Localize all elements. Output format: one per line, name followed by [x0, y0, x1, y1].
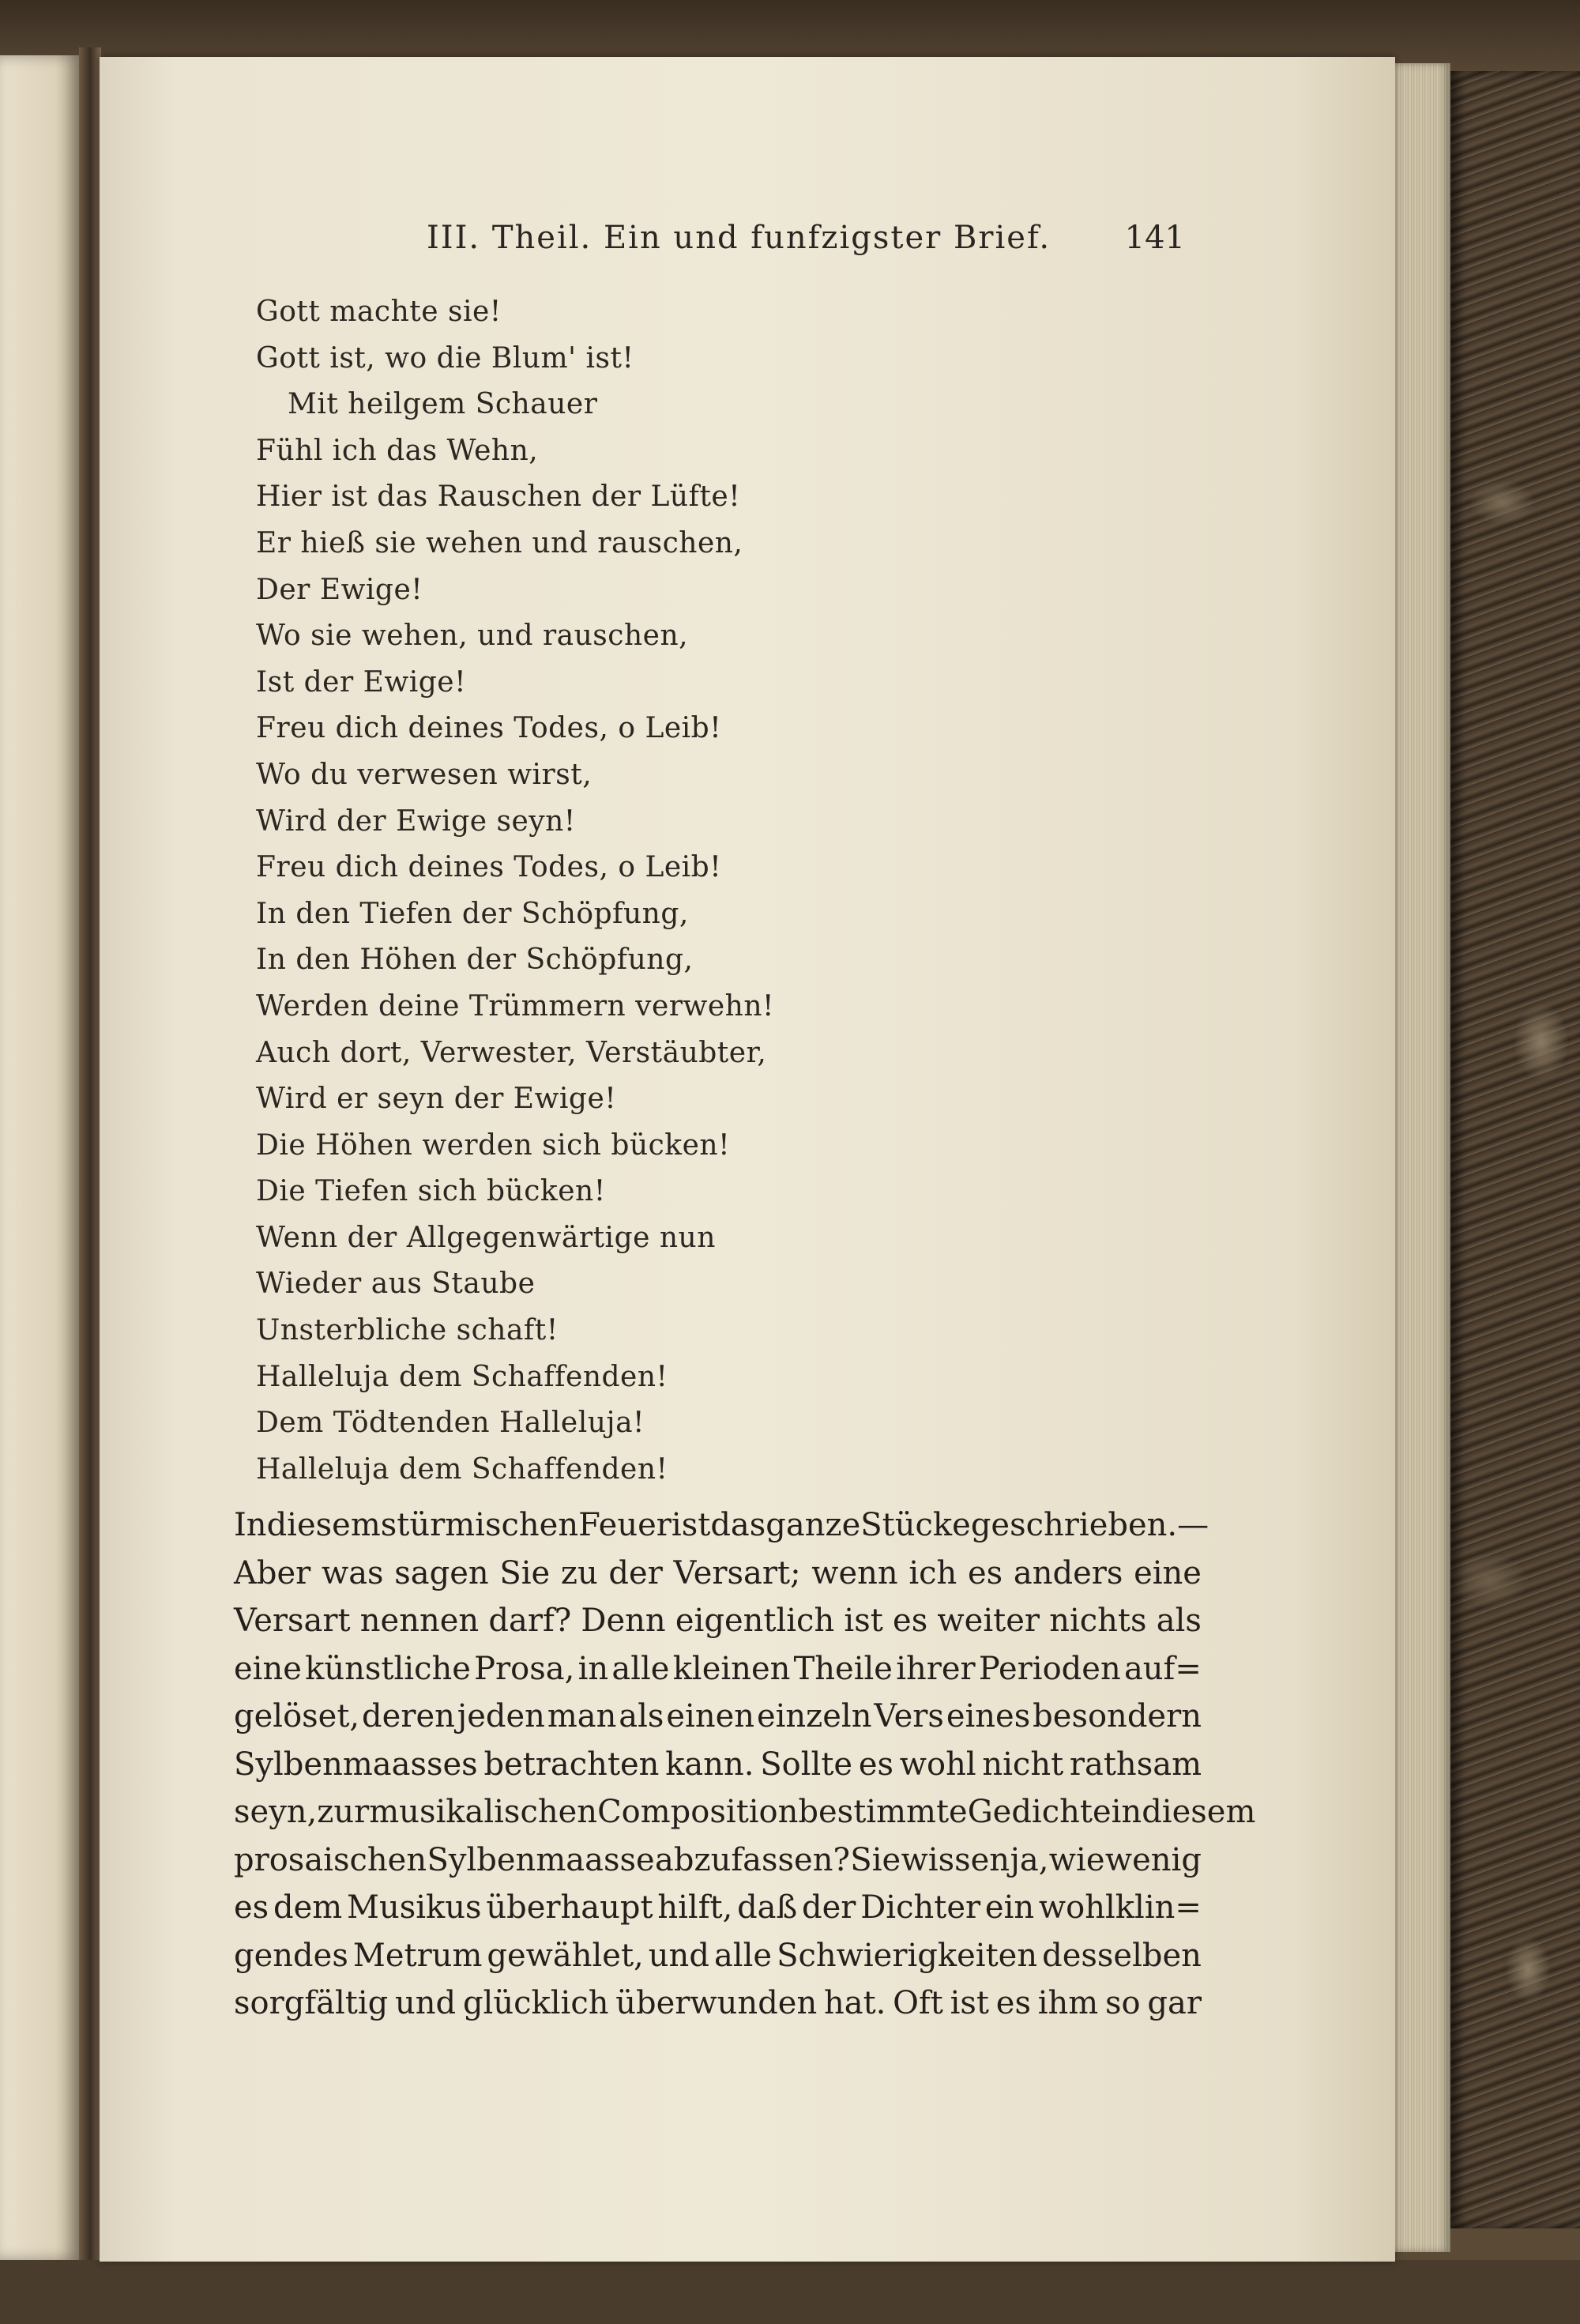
verse-line: Gott ist, wo die Blum' ist!	[256, 341, 634, 375]
prose-paragraph	[234, 1501, 1256, 2028]
verse-line: Gott machte sie!	[256, 296, 502, 328]
scan-background-bottom	[0, 2260, 1580, 2324]
prose-line: eine künstliche Prosa, in alle kleinen Theile ihrer Perioden auf=	[234, 1650, 1202, 1687]
header-title: III. Theil. Ein und funfzigster Brief.	[427, 220, 1051, 256]
verse-line: Fühl ich das Wehn,	[256, 434, 539, 467]
running-header	[427, 220, 1185, 259]
verse-line: Wo du verwesen wirst,	[256, 758, 592, 791]
verse-line: Auch dort, Verwester, Verstäubter,	[256, 1036, 767, 1069]
verse-line: Mit heilgem Schauer	[288, 388, 598, 421]
prose-line: In diesem stürmischen Feuer ist das ganze Stücke geschrieben. —	[234, 1507, 1209, 1543]
marbled-cover	[1450, 71, 1580, 2228]
verse-line: Dem Tödtenden Halleluja!	[256, 1407, 645, 1440]
prose-line: seyn, zur musikalischen Composition bestimmte Gedichte in diesem	[234, 1794, 1256, 1830]
verse-line: Wenn der Allgegenwärtige nun	[256, 1221, 716, 1254]
book-gutter	[79, 47, 101, 2268]
verse-line: Wird der Ewige seyn!	[256, 804, 576, 838]
verse-line: Ist der Ewige!	[256, 665, 467, 699]
verse-line: Die Höhen werden sich bücken!	[256, 1128, 731, 1162]
verse-line: Hier ist das Rauschen der Lüfte!	[256, 480, 741, 514]
verse-line: Wird er seyn der Ewige!	[256, 1083, 617, 1116]
prose-line: gendes Metrum gewählet, und alle Schwierigkeiten desselben	[234, 1937, 1202, 1974]
page-number: 141	[1124, 220, 1185, 256]
verse-line: In den Tiefen der Schöpfung,	[256, 897, 689, 930]
previous-page-edge	[0, 55, 79, 2260]
prose-line: Aber was sagen Sie zu der Versart; wenn ich es anders eine	[234, 1554, 1202, 1591]
prose-line: Versart nennen darf? Denn eigentlich ist es weiter nichts als	[234, 1603, 1202, 1639]
verse-line: Halleluja dem Schaffenden!	[256, 1452, 668, 1486]
verse-line: Der Ewige!	[256, 573, 423, 606]
verse-line: Die Tiefen sich bücken!	[256, 1175, 606, 1208]
prose-line: es dem Musikus überhaupt hilft, daß der Dichter ein wohlklin=	[234, 1889, 1202, 1926]
verse-line: Freu dich deines Todes, o Leib!	[256, 712, 722, 745]
verse-line: Werden deine Trümmern verwehn!	[256, 989, 774, 1023]
verse-line: In den Höhen der Schöpfung,	[256, 944, 694, 977]
verse-line: Wieder aus Staube	[256, 1267, 536, 1301]
verse-line: Freu dich deines Todes, o Leib!	[256, 851, 722, 884]
verse-line: Wo sie wehen, und rauschen,	[256, 620, 689, 653]
verse-line: Halleluja dem Schaffenden!	[256, 1360, 668, 1393]
prose-line: gelöset, deren jeden man als einen einzeln Vers eines besondern	[234, 1698, 1202, 1735]
poem-verses	[256, 289, 809, 1493]
prose-line: Sylbenmaasses betrachten kann. Sollte es wohl nicht rathsam	[234, 1746, 1202, 1783]
verse-line: Unsterbliche schaft!	[256, 1314, 559, 1347]
prose-line: prosaischen Sylbenmaasse abzufassen? Sie wissen ja, wie wenig	[234, 1841, 1202, 1878]
verse-line: Er hieß sie wehen und rauschen,	[256, 526, 743, 559]
prose-line: sorgfältig und glücklich überwunden hat. Oft ist es ihm so gar	[234, 1985, 1202, 2021]
page-block-edges	[1395, 63, 1450, 2252]
